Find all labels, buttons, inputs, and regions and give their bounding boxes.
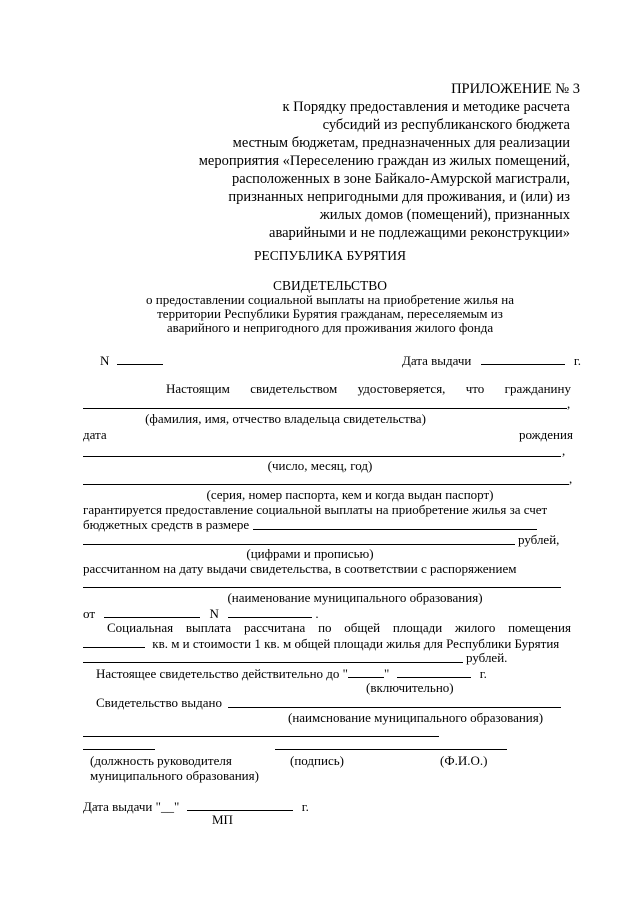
stamp-label: МП: [212, 812, 233, 827]
municipality-caption: (наименование муниципального образования): [227, 590, 483, 605]
position-field[interactable]: [83, 749, 155, 750]
certificate-subtitle: о предоставлении социальной выплаты на приобретение жилья на: [145, 292, 514, 307]
issue-date-bottom-label: Дата выдачи "__": [83, 799, 180, 814]
certify-word: гражданину: [504, 381, 571, 396]
issued-to-label: Свидетельство выдано: [96, 695, 222, 710]
appendix-line: местным бюджетам, предназначенных для реализации: [232, 135, 570, 151]
calc-text: рассчитанном на дату выдачи свидетельства, в соответствии с распоряжением: [83, 561, 517, 576]
valid-until-label: Настоящее свидетельство действительно до ": [96, 666, 348, 681]
fio-caption: (Ф.И.О.): [440, 753, 488, 768]
from-label: от: [83, 606, 96, 621]
date-word: дата: [83, 427, 107, 442]
appendix-line: субсидий из республиканского бюджета: [322, 117, 570, 133]
amount-caption: (цифрами и прописью): [246, 546, 374, 561]
issue-date-bottom-field[interactable]: [187, 798, 293, 811]
calc-word: рассчитана: [243, 620, 306, 635]
calc-word: помещения: [508, 620, 571, 635]
budget-amount-field-2[interactable]: [83, 544, 515, 545]
certificate-subtitle: аварийного и непригодного для проживания жилого фонда: [166, 320, 494, 335]
year-suffix: г.: [479, 666, 487, 681]
comma: ,: [562, 443, 566, 458]
comma: ,: [569, 471, 573, 486]
appendix-line: к Порядку предоставления и методике расчета: [282, 99, 570, 115]
guarantee-text: гарантируется предоставление социальной выплаты на приобретение жилья за счет: [83, 502, 548, 517]
calc-word: общей: [344, 620, 381, 635]
issue-date-label: Дата выдачи: [402, 353, 472, 368]
signature-caption: (подпись): [290, 753, 344, 768]
certify-word: что: [465, 381, 485, 396]
calc-word: выплата: [185, 620, 232, 635]
rubles-label: рублей.: [466, 650, 508, 665]
inclusive-caption: (включительно): [366, 680, 454, 695]
year-suffix: г.: [301, 799, 309, 814]
number-label: N: [100, 353, 110, 368]
issue-date-field[interactable]: [481, 352, 565, 365]
issued-caption: (наимснование муниципального образования): [288, 710, 544, 725]
calc-word: по: [318, 620, 332, 635]
passport-field[interactable]: [83, 484, 569, 485]
owner-caption: (фамилия, имя, отчество владельца свидетельства): [145, 411, 426, 426]
quote: ": [383, 666, 390, 681]
valid-month-field[interactable]: [397, 665, 471, 678]
number-field[interactable]: [117, 352, 163, 365]
position-caption: муниципального образования): [90, 768, 259, 783]
total-amount-field[interactable]: [83, 662, 463, 663]
appendix-line: жилых домов (помещений), признанных: [319, 207, 570, 223]
certificate-subtitle: территории Республики Бурятия гражданам, переселяемым из: [157, 306, 503, 321]
order-number-field[interactable]: [228, 605, 312, 618]
budget-prefix: бюджетных средств в размере: [83, 517, 250, 532]
appendix-title: ПРИЛОЖЕНИЕ № 3: [451, 81, 580, 97]
certify-word: удостоверяется,: [357, 381, 446, 396]
certify-word: Настоящим: [166, 381, 230, 396]
position-caption: (должность руководителя: [90, 753, 232, 768]
area-text: кв. м и стоимости 1 кв. м общей площади жилья для Республики Бурятия: [152, 636, 560, 651]
passport-caption: (серия, номер паспорта, кем и когда выдан паспорт): [206, 487, 494, 502]
date-caption: (число, месяц, год): [267, 458, 373, 473]
order-number-label: N: [209, 606, 219, 621]
appendix-line: расположенных в зоне Байкало-Амурской магистрали,: [231, 171, 570, 187]
owner-name-field[interactable]: [83, 408, 567, 409]
area-field[interactable]: [83, 635, 145, 648]
budget-amount-field[interactable]: [253, 529, 537, 530]
comma: ,: [567, 396, 571, 411]
calc-word: площади: [392, 620, 443, 635]
certificate-title: СВИДЕТЕЛЬСТВО: [272, 278, 388, 293]
birth-date-field[interactable]: [83, 456, 561, 457]
calc-word: жилого: [454, 620, 496, 635]
valid-day-field[interactable]: [348, 665, 384, 678]
certify-word: свидетельством: [250, 381, 338, 396]
order-date-field[interactable]: [104, 605, 200, 618]
appendix-line: аварийными и не подлежащими реконструкции»: [269, 225, 570, 241]
issued-to-field[interactable]: [228, 707, 561, 708]
year-suffix: г.: [573, 353, 582, 368]
appendix-line: мероприятия «Переселению граждан из жилых помещений,: [198, 153, 570, 169]
rubles-label: рублей,: [518, 532, 560, 547]
signature-field[interactable]: [275, 749, 507, 750]
republic-name: РЕСПУБЛИКА БУРЯТИЯ: [253, 248, 406, 263]
period: .: [315, 606, 319, 621]
order-field[interactable]: [83, 587, 561, 588]
birth-word: рождения: [519, 427, 573, 442]
issued-to-field-2[interactable]: [83, 736, 439, 737]
appendix-line: признанных непригодными для проживания, и (или) из: [228, 189, 570, 205]
calc-word: Социальная: [107, 620, 174, 635]
